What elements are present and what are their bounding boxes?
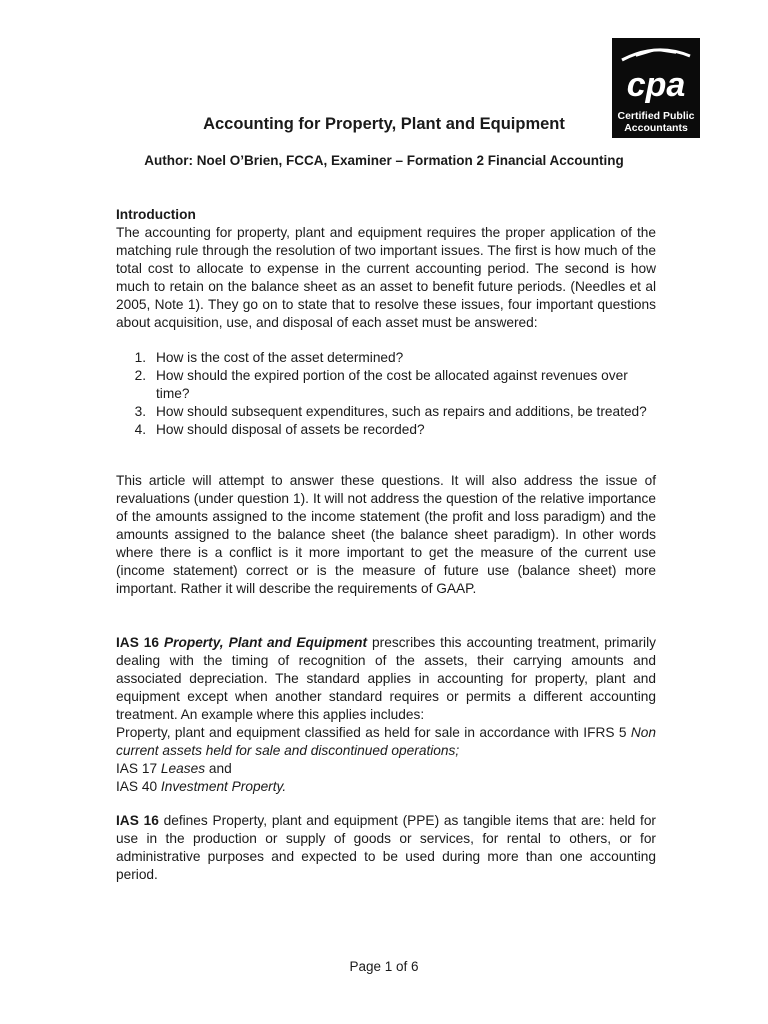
- list-item-number: 1.: [134, 350, 146, 365]
- list-item-number: 2.: [134, 368, 146, 383]
- ias40-standard-name: Investment Property.: [160, 779, 287, 794]
- list-item-number: 4.: [134, 422, 146, 437]
- logo-tagline-line2: Accountants: [624, 122, 688, 134]
- ias17-suffix: and: [205, 761, 232, 776]
- list-item-text: How should the expired portion of the cost be allocated against revenues over time?: [156, 368, 628, 401]
- list-item: [116, 421, 656, 439]
- definition-lead: IAS 16: [116, 813, 159, 828]
- intro-paragraph: The accounting for property, plant and equipment requires the proper application of the matching rule through the resolution of two important issues. The first is how much of the total cost to allocate to expense in the current accounting period. The second is how much to retain on the balance sheet as an asset to benefit future periods. (Needles et al 2005, Note 1). They go on to state that to resolve these issues, four important questions about acquisition, use, and disposal of each asset must be answered:: [116, 225, 656, 330]
- ifrs5-example-text: Property, plant and equipment classified as held for sale in accordance with IFRS 5: [116, 725, 631, 740]
- ifrs5-example: [116, 724, 656, 760]
- list-item-text: How should subsequent expenditures, such as repairs and additions, be treated?: [156, 404, 647, 419]
- page-number: Page 1 of 6: [349, 959, 419, 974]
- list-item-number: 3.: [134, 404, 146, 419]
- ias17-prefix: IAS 17: [116, 761, 161, 776]
- author-line: Author: Noel O’Brien, FCCA, Examiner – Formation 2 Financial Accounting: [144, 153, 624, 168]
- logo-tagline-line1: Certified Public: [617, 110, 695, 122]
- definition-paragraph: [116, 812, 656, 884]
- ias16-paragraph-text: prescribes this accounting treatment, primarily dealing with the timing of recognition of the assets, their carrying amounts and associated depreciation. The standard applies in accounting for property, plant and equipment except when another standard requires or permits a different accounting treatment. An example where this applies includes:: [116, 635, 656, 722]
- ias16-standard-name: Property, Plant and Equipment: [164, 635, 368, 650]
- ias40-line: [116, 778, 656, 796]
- definition-text: defines Property, plant and equipment (PPE) as tangible items that are: held for use in the production or supply of goods or services, for rental to others, or for administrative purposes and expected to be used during more than one accounting period.: [116, 813, 656, 882]
- cpa-logo-mark: [612, 38, 700, 110]
- list-item-text: How is the cost of the asset determined?: [156, 350, 404, 365]
- ias17-standard-name: Leases: [160, 761, 206, 776]
- cpa-logo-wordmark: cpa: [626, 66, 686, 104]
- list-item: [116, 349, 656, 367]
- ias40-prefix: IAS 40: [116, 779, 161, 794]
- intro-heading: Introduction: [116, 207, 196, 222]
- list-item: [116, 403, 656, 421]
- article-paragraph: This article will attempt to answer these questions. It will also address the issue of revaluations (under question 1). It will not address the question of the relative importance of the amounts assigned to the income statement (the profit and loss paradigm) and the amounts assigned to the balance sheet (the balance sheet paradigm). In other words where there is a conflict is it more important to get the measure of the current use (income statement) correct or is the measure of future use (balance sheet) more important. Rather it will describe the requirements of GAAP.: [116, 473, 656, 596]
- ias16-lead: IAS 16: [116, 635, 160, 650]
- list-item: [116, 367, 656, 403]
- ias16-paragraph: [116, 634, 656, 724]
- ias16-section: [116, 634, 656, 796]
- questions-list: [116, 349, 656, 439]
- document-title: Accounting for Property, Plant and Equipment: [203, 115, 565, 133]
- list-item-text: How should disposal of assets be recorded?: [156, 422, 425, 437]
- ifrs5-standard-name: Non current assets held for sale and discontinued operations;: [116, 725, 656, 758]
- ias17-line: [116, 760, 656, 778]
